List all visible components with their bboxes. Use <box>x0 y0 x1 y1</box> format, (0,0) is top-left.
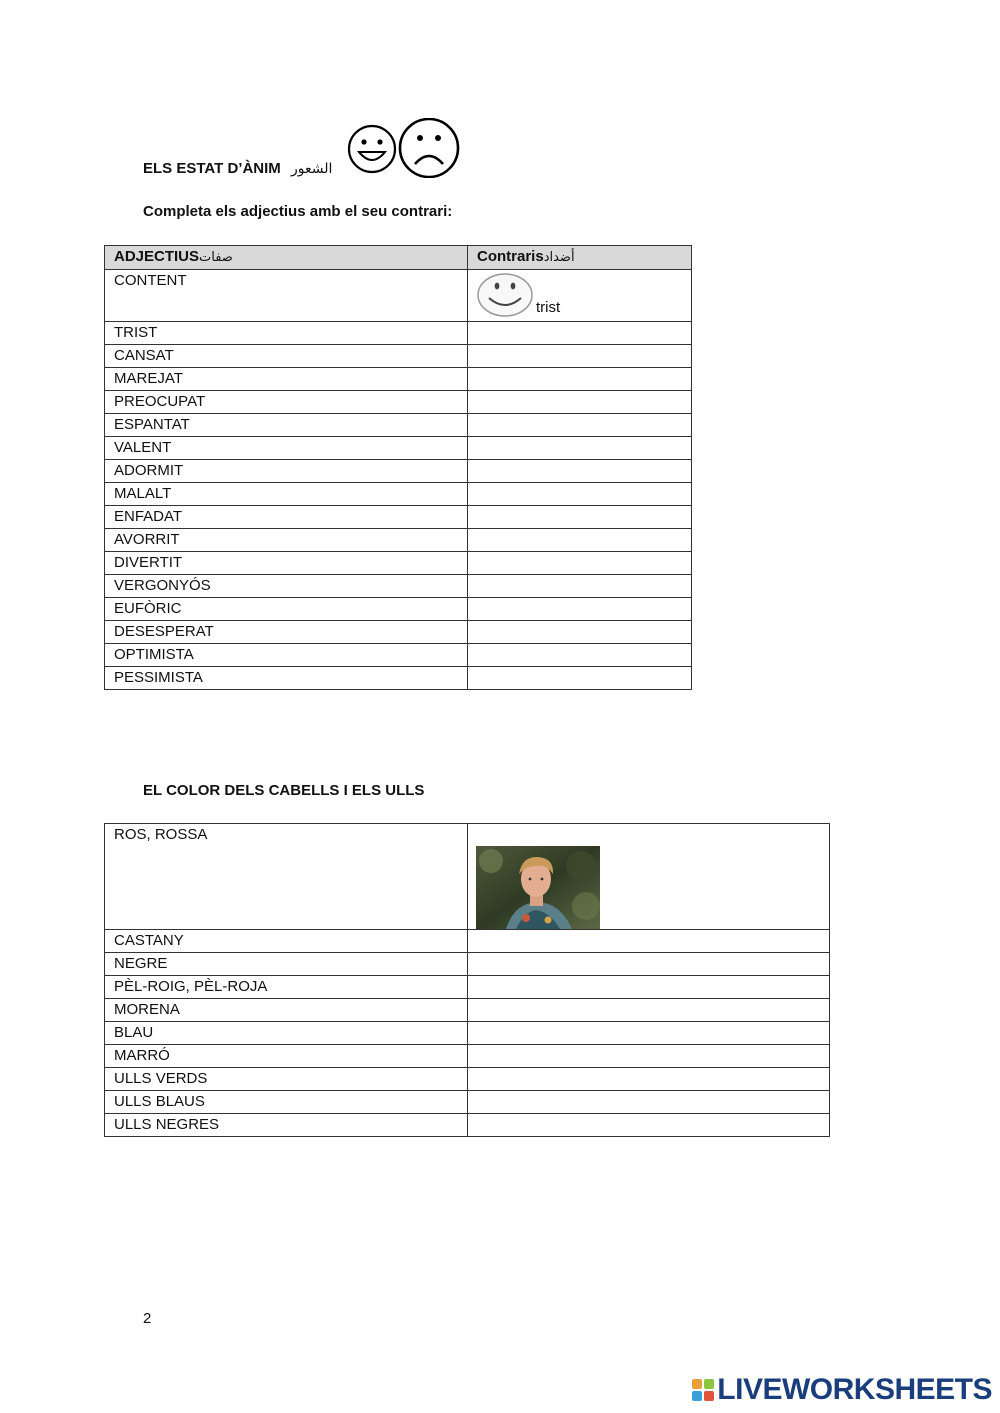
answer-cell[interactable] <box>468 621 692 644</box>
table-row <box>105 345 692 368</box>
color-cell: PÈL-ROIG, PÈL-ROJA <box>105 976 468 999</box>
adjective-cell: PREOCUPAT <box>105 391 468 414</box>
adjective-cell: VALENT <box>105 437 468 460</box>
adjective-cell: CANSAT <box>105 345 468 368</box>
answer-cell[interactable] <box>468 552 692 575</box>
header-contraris <box>468 246 692 270</box>
adjectives-table <box>104 245 692 690</box>
title-arabic: الشعور <box>290 161 333 177</box>
answer-cell[interactable] <box>468 930 830 953</box>
adjective-cell: EUFÒRIC <box>105 598 468 621</box>
answer-cell[interactable] <box>468 1091 830 1114</box>
table-row <box>105 414 692 437</box>
adjective-cell: MALALT <box>105 483 468 506</box>
answer-cell[interactable] <box>468 644 692 667</box>
adjective-cell: CONTENT <box>105 270 468 322</box>
adjective-cell: ESPANTAT <box>105 414 468 437</box>
answer-cell[interactable] <box>468 437 692 460</box>
color-cell: MORENA <box>105 999 468 1022</box>
answer-cell-example <box>468 270 692 322</box>
table-row <box>105 976 830 999</box>
table-row <box>105 483 692 506</box>
section-title-hair-eyes: EL COLOR DELS CABELLS I ELS ULLS <box>143 782 425 799</box>
color-cell: BLAU <box>105 1022 468 1045</box>
color-cell: ULLS BLAUS <box>105 1091 468 1114</box>
table-row <box>105 1022 830 1045</box>
color-cell: ROS, ROSSA <box>105 824 468 930</box>
table-row <box>105 270 692 322</box>
color-cell: NEGRE <box>105 953 468 976</box>
answer-cell[interactable] <box>468 667 692 690</box>
header-contraris-arabic: أضداد <box>543 250 575 265</box>
header-contraris-label: Contraris <box>477 248 544 265</box>
color-cell: ULLS VERDS <box>105 1068 468 1091</box>
table-row <box>105 598 692 621</box>
example-photo-cell <box>468 824 830 930</box>
color-cell: MARRÓ <box>105 1045 468 1068</box>
table-row <box>105 506 692 529</box>
adjective-cell: PESSIMISTA <box>105 667 468 690</box>
table-row <box>105 529 692 552</box>
table-row <box>105 644 692 667</box>
adjective-cell: DIVERTIT <box>105 552 468 575</box>
answer-cell[interactable] <box>468 345 692 368</box>
table-row <box>105 1045 830 1068</box>
answer-cell[interactable] <box>468 483 692 506</box>
answer-cell[interactable] <box>468 976 830 999</box>
answer-cell[interactable] <box>468 953 830 976</box>
table-row <box>105 368 692 391</box>
answer-cell[interactable] <box>468 460 692 483</box>
example-answer: trist <box>536 299 561 316</box>
answer-cell[interactable] <box>468 1114 830 1137</box>
answer-cell[interactable] <box>468 999 830 1022</box>
sad-face-icon <box>400 119 458 177</box>
adjective-cell: ENFADAT <box>105 506 468 529</box>
logo-text: LIVEWORKSHEETS <box>717 1373 992 1406</box>
header-adjectius-arabic: صفات <box>199 250 233 265</box>
answer-cell[interactable] <box>468 391 692 414</box>
table-row <box>105 667 692 690</box>
adjective-cell: AVORRIT <box>105 529 468 552</box>
answer-cell[interactable] <box>468 598 692 621</box>
adjective-cell: DESESPERAT <box>105 621 468 644</box>
adjective-cell: VERGONYÓS <box>105 575 468 598</box>
answer-cell[interactable] <box>468 506 692 529</box>
adjective-cell: MAREJAT <box>105 368 468 391</box>
liveworksheets-logo <box>692 1373 992 1407</box>
header-adjectius <box>105 246 468 270</box>
table-row <box>105 1068 830 1091</box>
title-text: ELS ESTAT D’ÀNIM <box>143 160 281 177</box>
answer-cell[interactable] <box>468 368 692 391</box>
table-header-row <box>105 246 692 270</box>
smiley-icon <box>476 272 536 327</box>
table-row <box>105 824 830 930</box>
color-cell: ULLS NEGRES <box>105 1114 468 1137</box>
table-row <box>105 575 692 598</box>
adjective-cell: ADORMIT <box>105 460 468 483</box>
table-row <box>105 391 692 414</box>
table-row <box>105 1114 830 1137</box>
header-adjectius-label: ADJECTIUS <box>114 248 200 265</box>
hair-eyes-table <box>104 823 830 1137</box>
happy-face-icon <box>349 126 395 172</box>
adjective-cell: TRIST <box>105 322 468 345</box>
page-number: 2 <box>143 1310 152 1327</box>
answer-cell[interactable] <box>468 414 692 437</box>
table-row <box>105 322 692 345</box>
table-row <box>105 437 692 460</box>
table-row <box>105 552 692 575</box>
adjective-cell: OPTIMISTA <box>105 644 468 667</box>
table-row <box>105 460 692 483</box>
instruction-text: Completa els adjectius amb el seu contrari: <box>143 203 453 220</box>
page-title <box>143 160 332 177</box>
table-row <box>105 930 830 953</box>
answer-cell[interactable] <box>468 1045 830 1068</box>
answer-cell[interactable] <box>468 1068 830 1091</box>
answer-cell[interactable] <box>468 575 692 598</box>
table-row <box>105 953 830 976</box>
table-row <box>105 621 692 644</box>
mood-faces <box>345 118 465 183</box>
answer-cell[interactable] <box>468 529 692 552</box>
table-row <box>105 999 830 1022</box>
color-cell: CASTANY <box>105 930 468 953</box>
table-row <box>105 1091 830 1114</box>
blond-person-photo <box>476 846 600 929</box>
answer-cell[interactable] <box>468 1022 830 1045</box>
logo-mark-icon <box>692 1379 714 1401</box>
